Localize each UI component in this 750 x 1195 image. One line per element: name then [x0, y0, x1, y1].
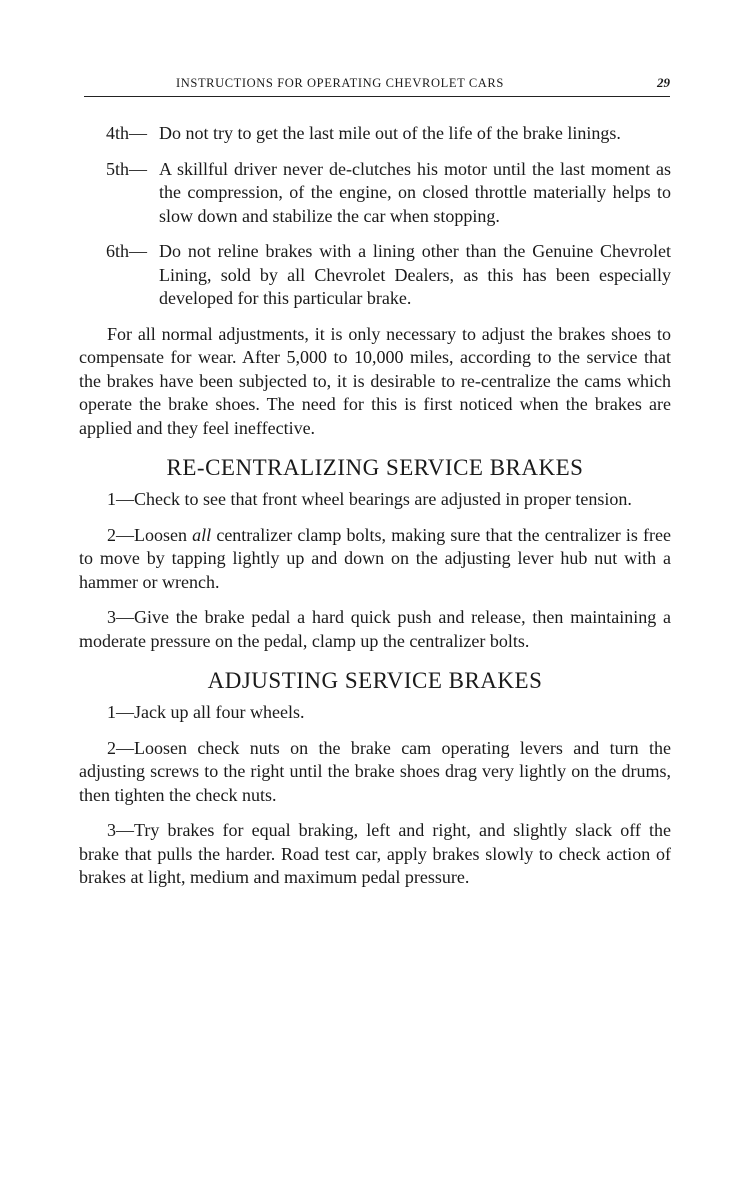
adjusting-step-2: 2—Loosen check nuts on the brake cam operating levers and turn the adjusting screws to the right until the brake shoes drag very lightly on the drums, then tighten the check nuts.: [79, 737, 671, 805]
adjusting-step-1: 1—Jack up all four wheels.: [107, 702, 305, 722]
recentralizing-step-1: 1—Check to see that front wheel bearings are adjusted in proper tension.: [107, 489, 632, 509]
caution-text: Do not reline brakes with a lining other than the Genuine Chevrolet Lining, sold by all Chevrolet Dealers, as this has been especially developed for this particular brake.: [159, 241, 671, 308]
adjustment-paragraph: For all normal adjustments, it is only necessary to adjust the brakes shoes to compensate for wear. After 5,000 to 10,000 miles, according to the service that the brakes have been subjected to, it is desirable to re-centralize the cams which operate the brake shoes. The need for this is first noticed when the brakes are applied and they feel ineffective.: [79, 323, 671, 438]
adjusting-heading: ADJUSTING SERVICE BRAKES: [207, 668, 543, 693]
caution-item-5th: [79, 158, 671, 229]
running-title: INSTRUCTIONS FOR OPERATING CHEVROLET CARS: [176, 76, 504, 90]
caution-item-4th: [79, 122, 671, 146]
caution-text: A skillful driver never de-clutches his motor until the last moment as the compression, of the engine, on closed throttle materially helps to slow down and stabilize the car when stopping.: [159, 158, 671, 226]
caution-number: 5th—: [106, 158, 148, 179]
recentralizing-step-3: 3—Give the brake pedal a hard quick push and release, then maintaining a moderate pressure on the pedal, clamp up the centralizer bolts.: [79, 607, 671, 651]
caution-number: 4th—: [106, 123, 148, 143]
caution-number: 6th—: [106, 241, 148, 261]
caution-item-6th: [79, 240, 671, 311]
running-header: [84, 74, 670, 97]
step-2-emphasis: all: [192, 524, 212, 545]
page-body: [79, 122, 671, 902]
caution-text: Do not try to get the last mile out of the life of the brake linings.: [159, 123, 621, 143]
adjusting-step-3: 3—Try brakes for equal braking, left and right, and slightly slack off the brake that pulls the harder. Road test car, apply brakes slowly to check action of brakes at light, medium and maximum pedal pressure.: [79, 820, 671, 887]
step-2-prefix: 2—Loosen: [107, 524, 193, 545]
recentralizing-step-2: [79, 524, 671, 595]
step-2-suffix: centralizer clamp bolts, making sure that the centralizer is free to move by tapping lightly up and down on the adjusting lever hub nut with a hammer or wrench.: [79, 524, 672, 592]
page-number: 29: [657, 75, 670, 90]
recentralizing-heading: RE-CENTRALIZING SERVICE BRAKES: [166, 455, 584, 480]
